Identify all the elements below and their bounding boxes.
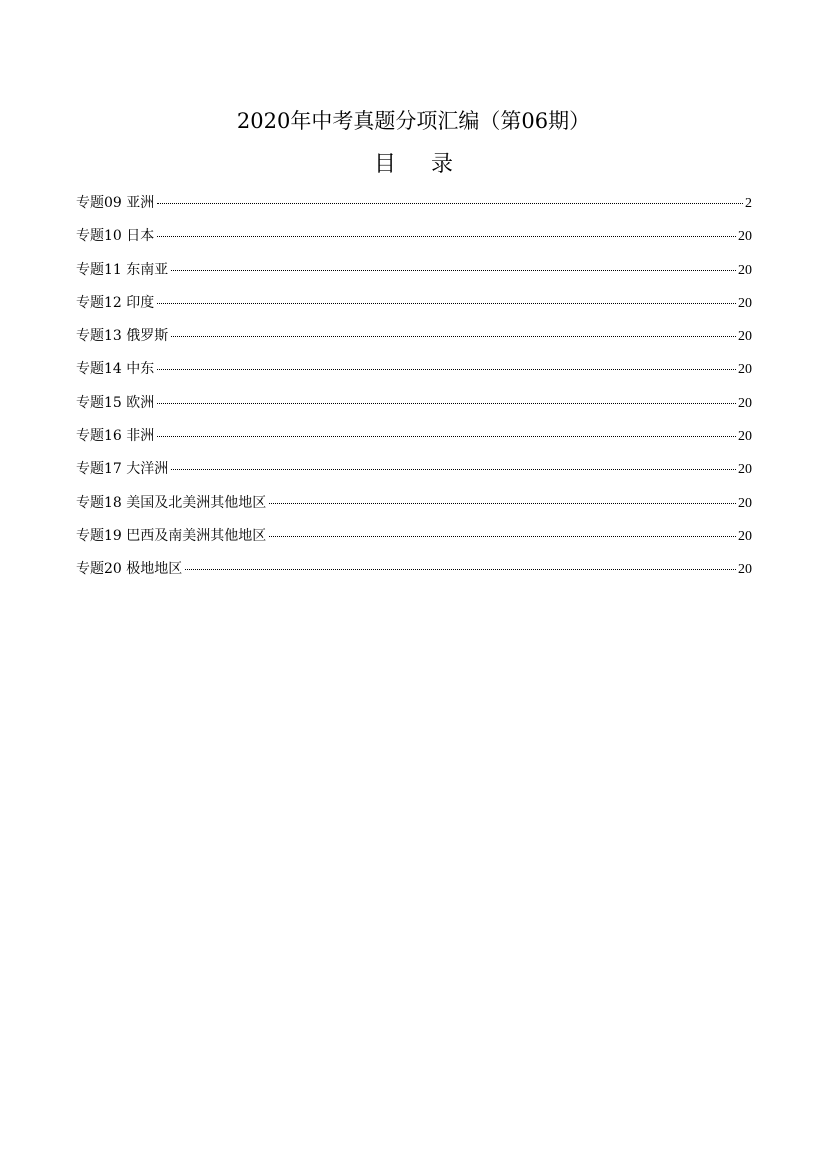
- toc-entry-label: 专题15 欧洲: [76, 394, 155, 411]
- toc-entry-page: 20: [738, 429, 752, 445]
- toc-entry-page: 20: [738, 262, 752, 278]
- toc-entry[interactable]: [76, 393, 752, 426]
- toc-entry[interactable]: [76, 559, 752, 592]
- toc-entry[interactable]: [76, 359, 752, 392]
- toc-entry[interactable]: [76, 526, 752, 559]
- toc-entry-page: 20: [738, 329, 752, 345]
- toc-leader-dots: [157, 203, 743, 204]
- toc-entry[interactable]: [76, 426, 752, 459]
- toc-leader-dots: [171, 270, 736, 271]
- toc-entry-page: 2: [745, 196, 752, 211]
- toc-entry-label: 专题14 中东: [76, 361, 155, 378]
- document-title: 2020年中考真题分项汇编（第06期）: [236, 109, 591, 133]
- toc-list: [76, 193, 752, 593]
- toc-entry-page: 20: [738, 462, 752, 478]
- toc-entry-page: 20: [738, 362, 752, 378]
- toc-entry[interactable]: [76, 193, 752, 226]
- toc-entry-label: 专题18 美国及北美洲其他地区: [76, 494, 267, 511]
- toc-leader-dots: [157, 303, 736, 304]
- toc-entry[interactable]: [76, 226, 752, 259]
- toc-leader-dots: [171, 336, 736, 337]
- toc-leader-dots: [157, 403, 736, 404]
- toc-entry[interactable]: [76, 326, 752, 359]
- toc-entry-label: 专题19 巴西及南美洲其他地区: [76, 527, 267, 544]
- toc-leader-dots: [157, 436, 736, 437]
- toc-entry-page: 20: [738, 495, 752, 511]
- toc-entry-label: 专题20 极地地区: [76, 561, 183, 578]
- toc-entry-label: 专题09 亚洲: [76, 195, 155, 211]
- toc-entry-page: 20: [738, 562, 752, 578]
- toc-leader-dots: [157, 369, 736, 370]
- toc-entry-label: 专题10 日本: [76, 228, 155, 245]
- toc-entry-label: 专题17 大洋洲: [76, 461, 169, 478]
- toc-entry-page: 20: [738, 295, 752, 311]
- toc-entry[interactable]: [76, 293, 752, 326]
- toc-entry-page: 20: [738, 229, 752, 245]
- toc-entry-label: 专题13 俄罗斯: [76, 328, 169, 345]
- toc-entry-page: 20: [738, 395, 752, 411]
- toc-leader-dots: [171, 469, 736, 470]
- toc-leader-dots: [157, 236, 736, 237]
- toc-entry[interactable]: [76, 459, 752, 492]
- toc-entry-label: 专题11 东南亚: [76, 261, 169, 278]
- toc-leader-dots: [269, 503, 736, 504]
- toc-entry-page: 20: [738, 528, 752, 544]
- toc-leader-dots: [185, 569, 736, 570]
- toc-leader-dots: [269, 536, 736, 537]
- toc-entry-label: 专题12 印度: [76, 294, 155, 311]
- toc-entry-label: 专题16 非洲: [76, 428, 155, 445]
- toc-entry[interactable]: [76, 260, 752, 293]
- toc-entry[interactable]: [76, 493, 752, 526]
- toc-heading: 目 录: [374, 152, 467, 177]
